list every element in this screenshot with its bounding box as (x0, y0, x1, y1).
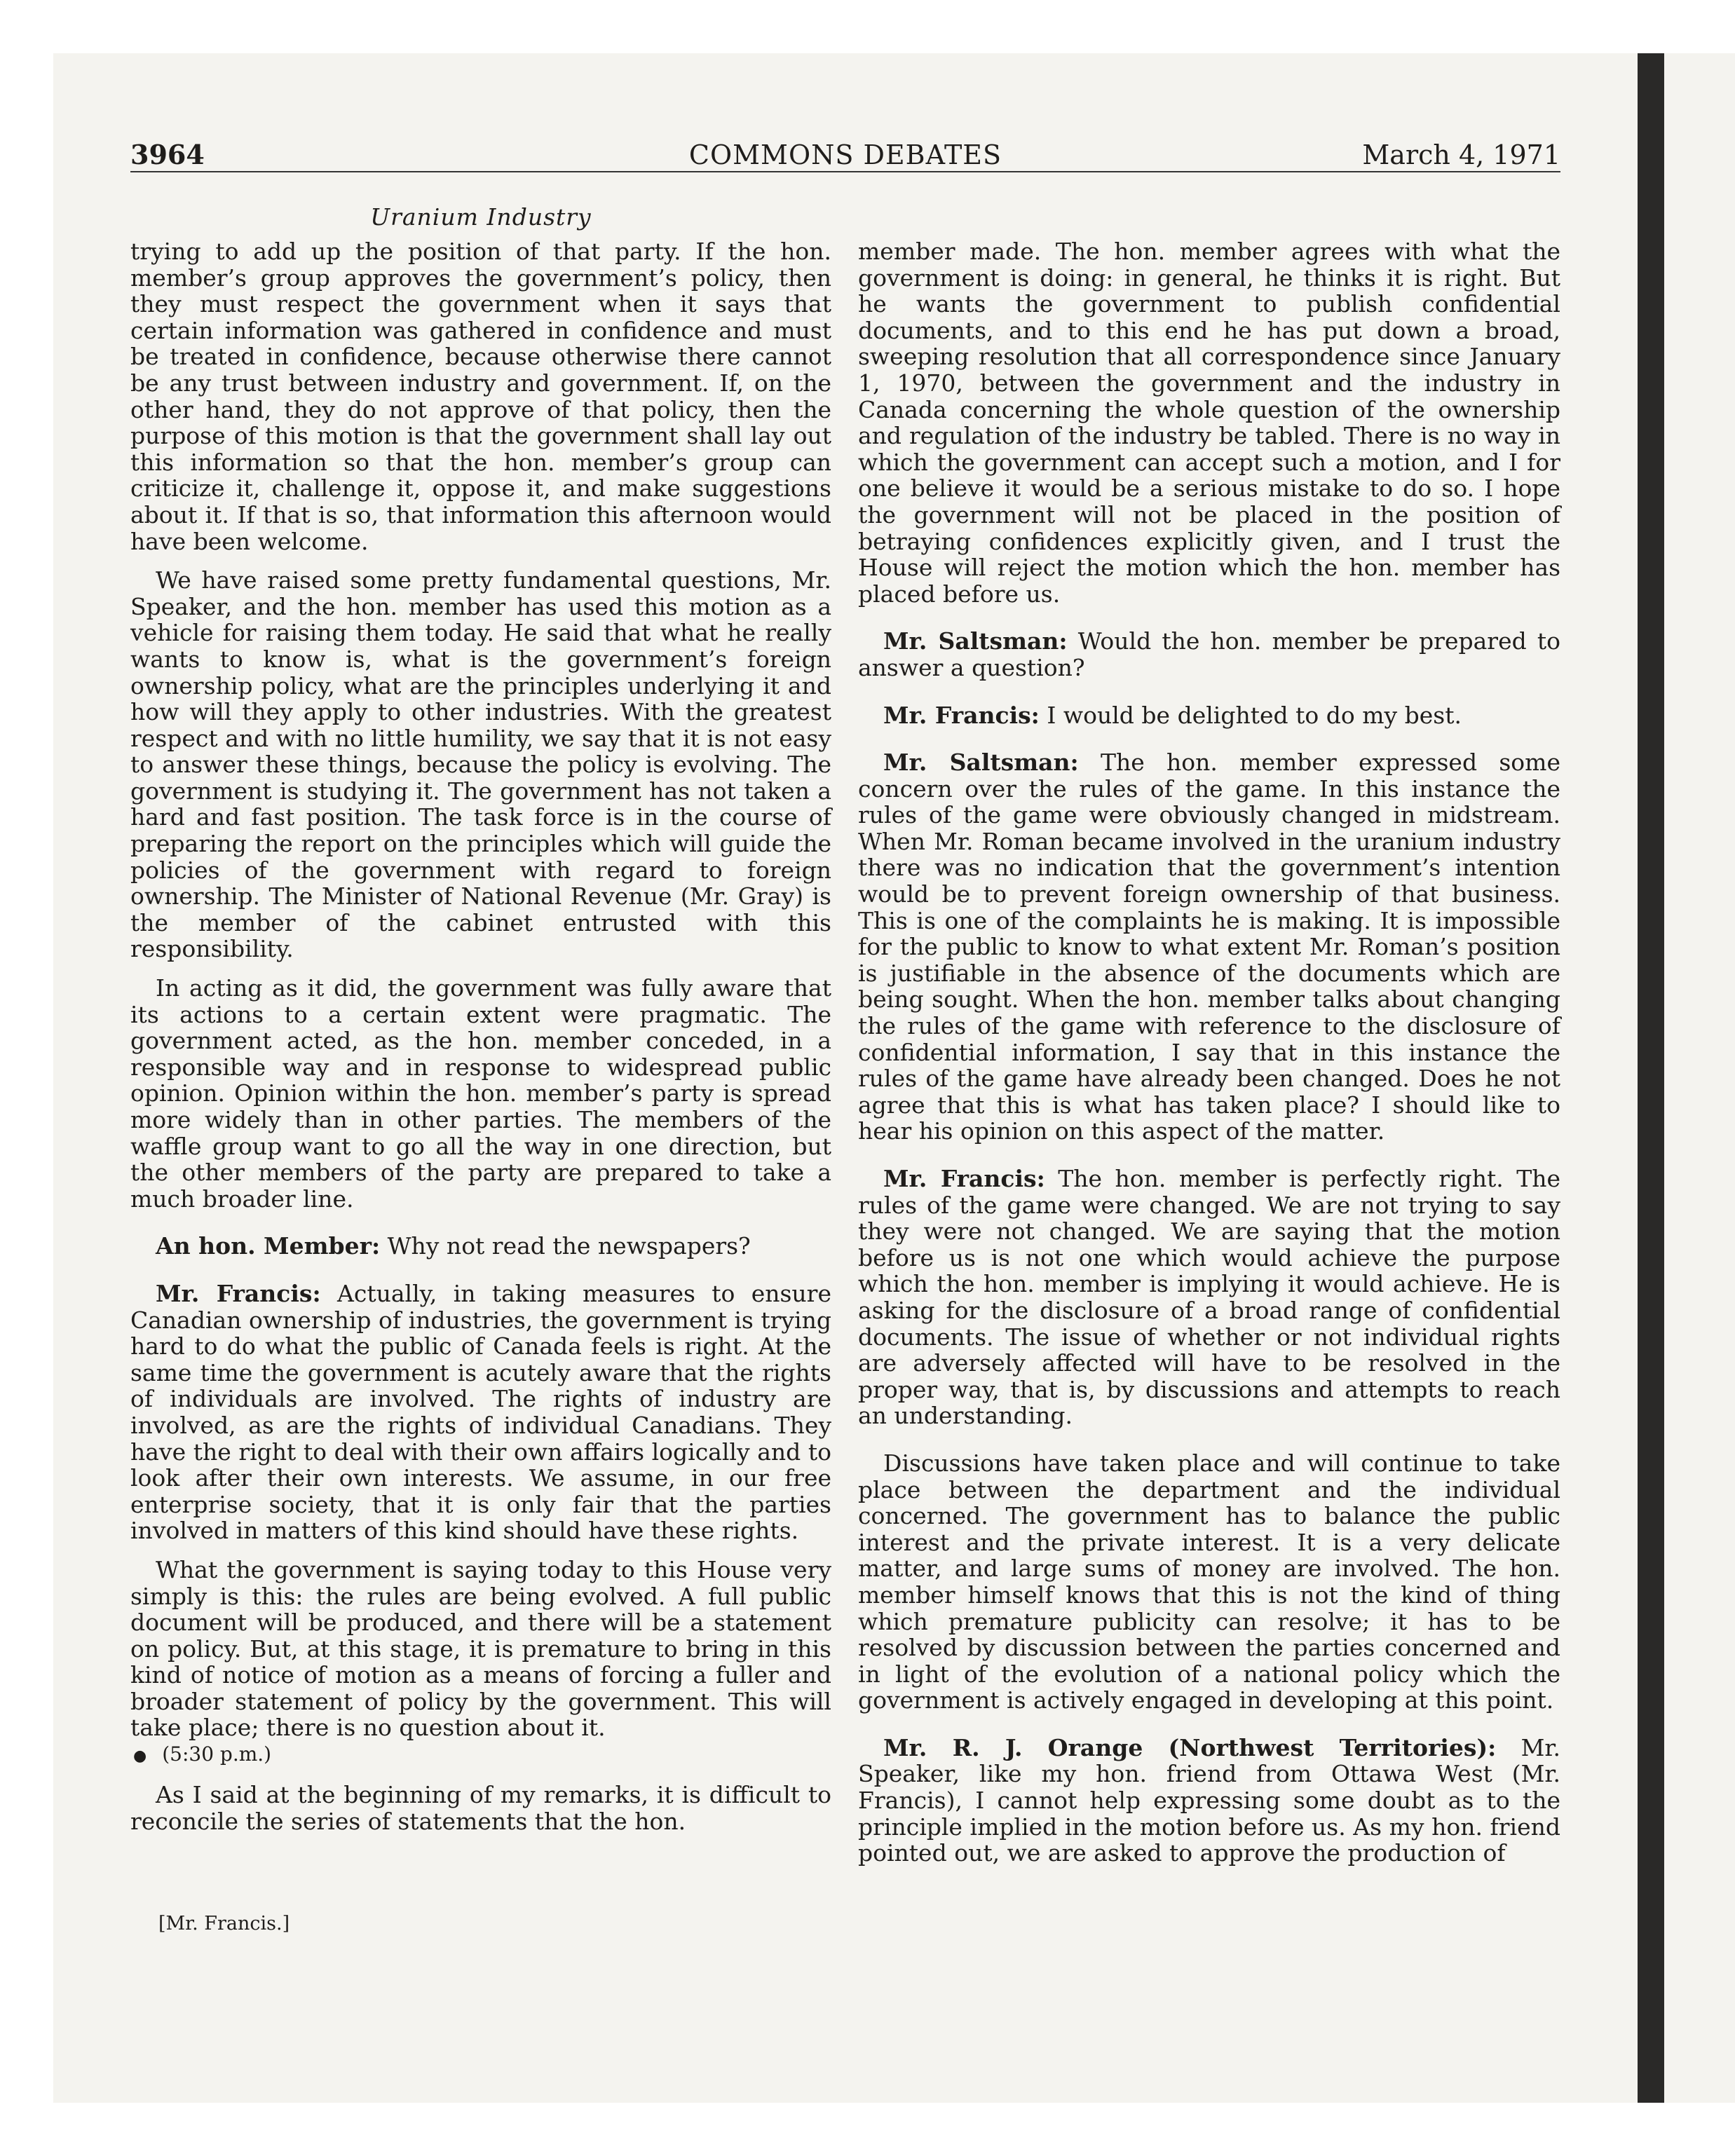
speaker-attribution: [Mr. Francis.] (158, 1913, 290, 1935)
bullet-dot-icon: ● (133, 1747, 147, 1766)
speaker-name: Mr. Francis: (883, 1165, 1045, 1192)
paragraph: Discussions have taken place and will continue to take place between the department and the individual concerned. The government has to balance the public interest and the private interest. It is a very delicate matter, and large sums of money are involved. The hon. member himself knows that this is not the kind of thing which premature publicity can resolve; it has to be resolved by discussion between the parties concerned and in light of the evolution of a national policy which the government is actively engaged in developing at this point. (858, 1449, 1560, 1714)
speaker-name: Mr. Saltsman: (883, 749, 1079, 777)
page-number: 3964 (130, 139, 205, 170)
paragraph: As I said at the beginning of my remarks, it is difficult to reconcile the series of statements that the hon. (130, 1781, 831, 1835)
speech-text: Would the hon. member be prepared to answer a question? (858, 627, 1560, 681)
paragraph: In acting as it did, the government was fully aware that its actions to a certain extent were pragmatic. The government acted, as the hon. member conceded, in a responsible way and in response to widespread public opinion. Opinion within the hon. member’s party is spread more widely than in other parties. The members of the waffle group want to go all the way in one direction, but the other members of the party are prepared to take a much broader line. (130, 974, 831, 1213)
speech (858, 702, 1560, 729)
time-marker-text: (5:30 p.m.) (162, 1742, 272, 1766)
speech (858, 628, 1560, 681)
speech (858, 1166, 1560, 1429)
right-column (858, 238, 1560, 1867)
scan-edge-bar (1638, 53, 1664, 2103)
speech-text: Why not read the newspapers? (380, 1232, 751, 1260)
left-column (130, 238, 831, 1834)
speech (130, 1233, 831, 1260)
speech (858, 749, 1560, 1145)
speaker-name: Mr. Francis: (883, 701, 1040, 729)
speech-text: The hon. member expressed some concern over the rules of the game. In this instance the rules of the game were obviously changed in midstream. When Mr. Roman became involved in the uranium industry there was no indication that the government’s intention would be to prevent foreign ownership of that business. This is one of the complaints he is making. It is impossible for the public to know to what extent Mr. Roman’s position is justifiable in the absence of the documents which are being sought. When the hon. member talks about changing the rules of the game with reference to the disclosure of confidential information, I say that in this instance the rules of the game have already been changed. Does he not agree that this is what has taken place? I should like to hear his opinion on this aspect of the matter. (858, 749, 1560, 1145)
page-header (130, 139, 1560, 172)
speech-text: Mr. Speaker, like my hon. friend from Ottawa West (Mr. Francis), I cannot help expressing some doubt as to the principle implied in the motion before us. As my hon. friend pointed out, we are asked to approve the production of (858, 1733, 1560, 1867)
speaker-name: An hon. Member: (156, 1232, 381, 1260)
paragraph: member made. The hon. member agrees with what the government is doing: in general, he thinks it is right. But he wants the government to publish confidential documents, and to this end he has put down a broad, sweeping resolution that all correspondence since January 1, 1970, between the government and the industry in Canada concerning the whole question of the ownership and regulation of the industry be tabled. There is no way in which the government can accept such a motion, and I for one believe it would be a serious mistake to do so. I hope the government will not be placed in the position of betraying confidences explicitly given, and I trust the House will reject the motion which the hon. member has placed before us. (858, 238, 1560, 608)
speech (130, 1281, 831, 1544)
speaker-name: Mr. Francis: (156, 1279, 321, 1307)
section-title: Uranium Industry (370, 203, 592, 231)
speech-text: The hon. member is perfectly right. The rules of the game were changed. We are not trying to say they were not changed. We are saying that the motion before us is not one which would achieve the purpose which the hon. member is implying it would achieve. He is asking for the disclosure of a broad range of confidential documents. The issue of whether or not individual rights are adversely affected will have to be resolved in the proper way, that is, by discussions and attempts to reach an understanding. (858, 1165, 1560, 1430)
issue-date: March 4, 1971 (1362, 139, 1560, 170)
paragraph: What the government is saying today to this House very simply is this: the rules are being evolved. A full public document will be produced, and there will be a statement on policy. But, at this stage, it is premature to bring in this kind of notice of motion as a means of forcing a fuller and broader statement of policy by the government. This will take place; there is no question about it. (130, 1555, 831, 1742)
publication-title: COMMONS DEBATES (688, 139, 1002, 170)
speaker-name: Mr. R. J. Orange (Northwest Territories): (883, 1733, 1497, 1761)
speech-text: I would be delighted to do my best. (1039, 701, 1462, 729)
speech-text: Actually, in taking measures to ensure Canadian ownership of industries, the government is trying hard to do what the public of Canada feels is right. At the same time the government is acutely aware that the rights of individuals are involved. The rights of industry are involved, as are the rights of individual Canadians. They have the right to deal with their own affairs logically and to look after their own interests. We assume, in our free enterprise society, that it is only fair that the parties involved in matters of this kind should have these rights. (130, 1279, 831, 1545)
paragraph: trying to add up the position of that party. If the hon. member’s group approves the government’s policy, then they must respect the government when it says that certain information was gathered in confidence and must be treated in confidence, because otherwise there cannot be any trust between industry and government. If, on the other hand, they do not approve of that policy, then the purpose of this motion is that the government shall lay out this information so that the hon. member’s group can criticize it, challenge it, oppose it, and make suggestions about it. If that is so, that information this afternoon would have been welcome. (130, 238, 831, 555)
time-marker (130, 1741, 831, 1769)
paragraph: We have raised some pretty fundamental questions, Mr. Speaker, and the hon. member has used this motion as a vehicle for raising them today. He said that what he really wants to know is, what is the government’s foreign ownership policy, what are the principles underlying it and how will they apply to other industries. With the greatest respect and with no little humility, we say that it is not easy to answer these things, because the policy is evolving. The government is studying it. The government has not taken a hard and fast position. The task force is in the course of preparing the report on the principles which will guide the policies of the government with regard to foreign ownership. The Minister of National Revenue (Mr. Gray) is the member of the cabinet entrusted with this responsibility. (130, 566, 831, 963)
speaker-name: Mr. Saltsman: (883, 627, 1068, 655)
speech (858, 1735, 1560, 1867)
